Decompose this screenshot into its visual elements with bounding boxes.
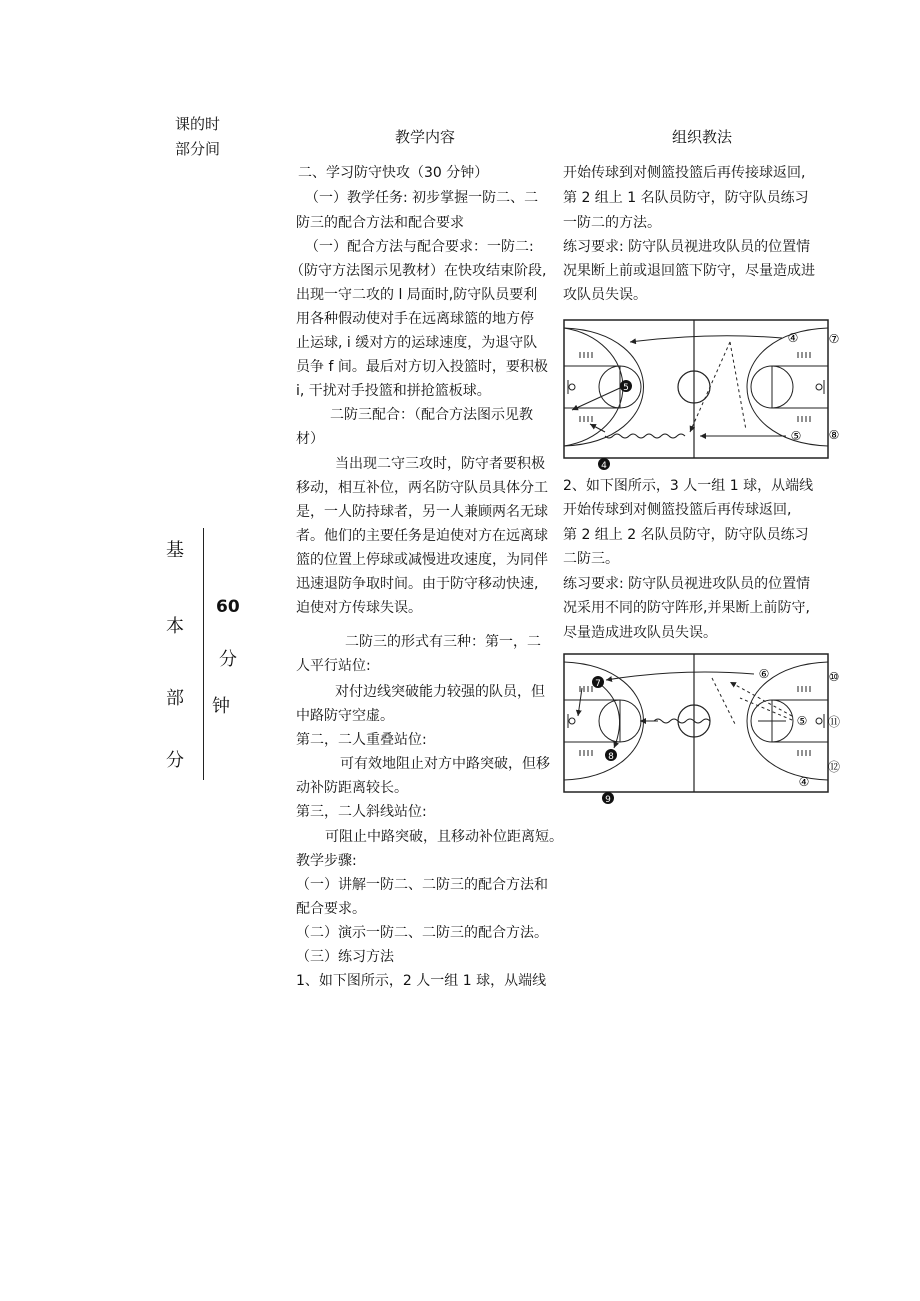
diagram2-label: ⑫ bbox=[827, 760, 841, 774]
diagram2-label: ④ bbox=[798, 775, 810, 789]
section-char-1: 基 bbox=[166, 540, 184, 561]
content-line: 迫使对方传球失误。 bbox=[296, 600, 422, 616]
method-line: 开始传球到对侧篮投篮后再传球返回, bbox=[563, 502, 792, 518]
duration-number: 60 bbox=[216, 597, 240, 617]
method-line: 第 2 组上 1 名队员防守，防守队员练习 bbox=[563, 190, 809, 206]
diagram1-label: ⑧ bbox=[828, 428, 840, 442]
section-divider bbox=[203, 528, 204, 780]
content-line: 配合要求。 bbox=[296, 901, 366, 917]
method-line: 2、如下图所示，3 人一组 1 球，从端线 bbox=[563, 478, 814, 494]
method-line: 练习要求: 防守队员视进攻队员的位置情 bbox=[563, 239, 811, 255]
content-line: 员争 f 间。最后对方切入投篮时，要积极 bbox=[296, 359, 548, 375]
duration-char-2: 钟 bbox=[212, 696, 230, 717]
section-char-2: 本 bbox=[166, 616, 184, 637]
section-char-3: 部 bbox=[166, 688, 184, 709]
content-line: 二防三配合：（配合方法图示见教 bbox=[330, 407, 533, 423]
diagram1-label: 5 bbox=[623, 383, 629, 393]
content-line: 中路防守空虚。 bbox=[296, 708, 394, 724]
section-char-4: 分 bbox=[166, 750, 184, 771]
method-line: 况采用不同的防守阵形,并果断上前防守, bbox=[563, 600, 810, 616]
content-line: （二）演示一防二、二防三的配合方法。 bbox=[296, 925, 548, 941]
method-column-title: 组织教法 bbox=[672, 128, 733, 146]
diagram1-label: ④ bbox=[787, 331, 799, 345]
content-line: 迅速退防争取时间。由于防守移动快速, bbox=[296, 576, 539, 592]
diagram1-label: ⑦ bbox=[828, 332, 840, 346]
method-line: 尽量造成进攻队员失误。 bbox=[563, 625, 717, 641]
time-label-line-1: 课的时 bbox=[175, 115, 221, 133]
content-line: 二、学习防守快攻（30 分钟） bbox=[298, 165, 489, 181]
content-line: 二防三的形式有三种：第一，二 bbox=[345, 634, 541, 650]
diagram1-label: ⑤ bbox=[790, 429, 802, 443]
court-diagram-2 bbox=[560, 648, 850, 808]
duration-char-1: 分 bbox=[219, 649, 237, 670]
content-line: 篮的位置上停球或减慢进攻速度，为同伴 bbox=[296, 552, 548, 568]
content-line: 1、如下图所示，2 人一组 1 球，从端线 bbox=[296, 973, 547, 989]
diagram2-label: ⑥ bbox=[758, 667, 770, 681]
content-line: （防守方法图示见教材）在快攻结束阶段, bbox=[290, 263, 547, 279]
diagram2-label: 8 bbox=[608, 752, 614, 762]
content-line: 第二，二人重叠站位: bbox=[296, 732, 427, 748]
content-line: 移动，相互补位，两名防守队员具体分工 bbox=[296, 480, 548, 496]
content-line: 者。他们的主要任务是迫使对方在远离球 bbox=[296, 528, 548, 544]
content-line: 第三，二人斜线站位: bbox=[296, 804, 427, 820]
content-line: （一）配合方法与配合要求：一防二: bbox=[305, 239, 534, 255]
content-column-title: 教学内容 bbox=[395, 128, 456, 146]
content-line: 防三的配合方法和配合要求 bbox=[296, 215, 464, 231]
method-line: 第 2 组上 2 名队员防守，防守队员练习 bbox=[563, 527, 809, 543]
content-line: i, 干扰对手投篮和拼抢篮板球。 bbox=[296, 383, 491, 399]
content-line: 动补防距离较长。 bbox=[296, 780, 408, 796]
diagram1-label: 4 bbox=[601, 461, 607, 471]
content-line: （三）练习方法 bbox=[296, 949, 394, 965]
content-line: （一）讲解一防二、二防三的配合方法和 bbox=[296, 877, 548, 893]
content-line: 用各种假动使对手在远离球篮的地方停 bbox=[296, 311, 534, 327]
content-line: 当出现二守三攻时，防守者要积极 bbox=[335, 456, 545, 472]
content-line: 是，一人防持球者，另一人兼顾两名无球 bbox=[296, 504, 548, 520]
content-line: 教学步骤: bbox=[296, 853, 357, 869]
method-line: 攻队员失误。 bbox=[563, 287, 647, 303]
content-line: 可阻止中路突破，且移动补位距离短。 bbox=[325, 829, 563, 845]
method-line: 况果断上前或退回篮下防守，尽量造成进 bbox=[563, 263, 815, 279]
content-line: 可有效地阻止对方中路突破，但移 bbox=[340, 756, 550, 772]
content-line: 材） bbox=[296, 431, 324, 447]
method-line: 一防二的方法。 bbox=[563, 215, 661, 231]
diagram2-label: 7 bbox=[595, 679, 601, 689]
content-line: 出现一守二攻的 l 局面时,防守队员要利 bbox=[296, 287, 538, 303]
diagram2-label: ⑪ bbox=[827, 715, 841, 729]
method-line: 二防三。 bbox=[563, 551, 619, 567]
diagram2-label: 9 bbox=[605, 795, 611, 805]
content-line: 止运球, i 缓对方的运球速度，为退守队 bbox=[296, 335, 538, 351]
content-line: 对付边线突破能力较强的队员，但 bbox=[335, 684, 545, 700]
method-line: 开始传球到对侧篮投篮后再传接球返回, bbox=[563, 165, 806, 181]
diagram2-label: ⑤ bbox=[796, 714, 808, 728]
time-label-line-2: 部分间 bbox=[175, 140, 221, 158]
content-line: （一）教学任务: 初步掌握一防二、二 bbox=[305, 190, 539, 206]
diagram2-label: ⑩ bbox=[828, 670, 840, 684]
method-line: 练习要求: 防守队员视进攻队员的位置情 bbox=[563, 576, 811, 592]
content-line: 人平行站位: bbox=[296, 658, 371, 674]
court-diagram-1 bbox=[560, 312, 850, 472]
